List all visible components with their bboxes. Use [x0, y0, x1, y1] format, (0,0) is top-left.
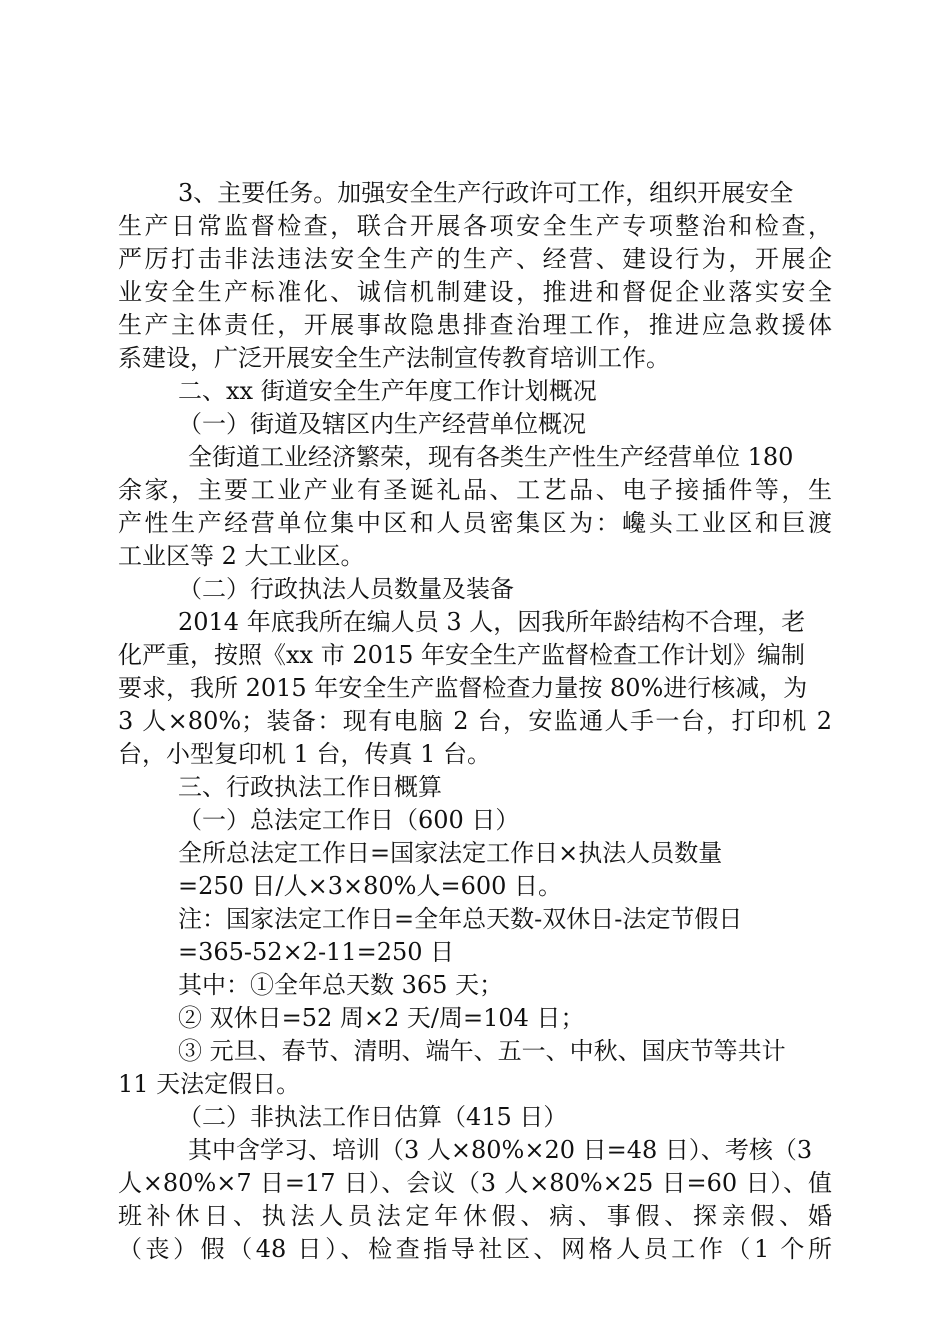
- body-line: 11 天法定假日。: [118, 1070, 301, 1098]
- body-line: 要求，我所 2015 年安全生产监督检查力量按 80%进行核减，为: [118, 674, 808, 702]
- body-line: =250 日/人×3×80%人=600 日。: [178, 872, 563, 900]
- body-line: 台，小型复印机 1 台，传真 1 台。: [118, 740, 492, 768]
- body-line: 2014 年底我所在编人员 3 人，因我所年龄结构不合理，老: [178, 608, 806, 636]
- body-line: 全街道工业经济繁荣，现有各类生产性生产经营单位 180: [188, 443, 794, 471]
- body-line: 余家，主要工业产业有圣诞礼品、工艺品、电子接插件等，生: [118, 476, 832, 504]
- body-line: =365-52×2-11=250 日: [178, 938, 455, 966]
- body-line: 生产日常监督检查，联合开展各项安全生产专项整治和检查，: [118, 212, 832, 240]
- body-line: 生产主体责任，开展事故隐患排查治理工作，推进应急救援体: [118, 311, 832, 339]
- subsection-heading: （一）街道及辖区内生产经营单位概况: [178, 410, 586, 438]
- subsection-heading: （一）总法定工作日（600 日）: [178, 806, 520, 834]
- body-line: 系建设，广泛开展安全生产法制宣传教育培训工作。: [118, 344, 670, 372]
- body-line: 业安全生产标准化、诚信机制建设，推进和督促企业落实安全: [118, 278, 832, 306]
- body-line: ② 双休日=52 周×2 天/周=104 日；: [178, 1004, 585, 1032]
- section-heading: 二、xx 街道安全生产年度工作计划概况: [178, 377, 597, 405]
- body-line: （丧）假（48 日）、检查指导社区、网格人员工作（1 个所: [118, 1235, 832, 1263]
- body-line: 3 人×80%；装备：现有电脑 2 台，安监通人手一台，打印机 2: [118, 707, 832, 735]
- body-line: 3、主要任务。加强安全生产行政许可工作，组织开展安全: [178, 179, 794, 207]
- subsection-heading: （二）非执法工作日估算（415 日）: [178, 1103, 568, 1131]
- body-line: 其中：①全年总天数 365 天；: [178, 971, 504, 999]
- body-line: ③ 元旦、春节、清明、端午、五一、中秋、国庆节等共计: [178, 1037, 786, 1065]
- section-heading: 三、行政执法工作日概算: [178, 773, 442, 801]
- body-line: 严厉打击非法违法安全生产的生产、经营、建设行为，开展企: [118, 245, 832, 273]
- body-line: 其中含学习、培训（3 人×80%×20 日=48 日）、考核（3: [188, 1136, 813, 1164]
- body-line: 全所总法定工作日=国家法定工作日×执法人员数量: [178, 839, 723, 867]
- body-line: 工业区等 2 大工业区。: [118, 542, 365, 570]
- body-line: 化严重，按照《xx 市 2015 年安全生产监督检查工作计划》编制: [118, 641, 806, 669]
- body-line: 注：国家法定工作日=全年总天数-双休日-法定节假日: [178, 905, 743, 933]
- body-line: 班补休日、执法人员法定年休假、病、事假、探亲假、婚: [118, 1202, 832, 1230]
- body-line: 人×80%×7 日=17 日）、会议（3 人×80%×25 日=60 日）、值: [118, 1169, 832, 1197]
- body-line: 产性生产经营单位集中区和人员密集区为：巉头工业区和巨渡: [118, 509, 832, 537]
- subsection-heading: （二）行政执法人员数量及装备: [178, 575, 514, 603]
